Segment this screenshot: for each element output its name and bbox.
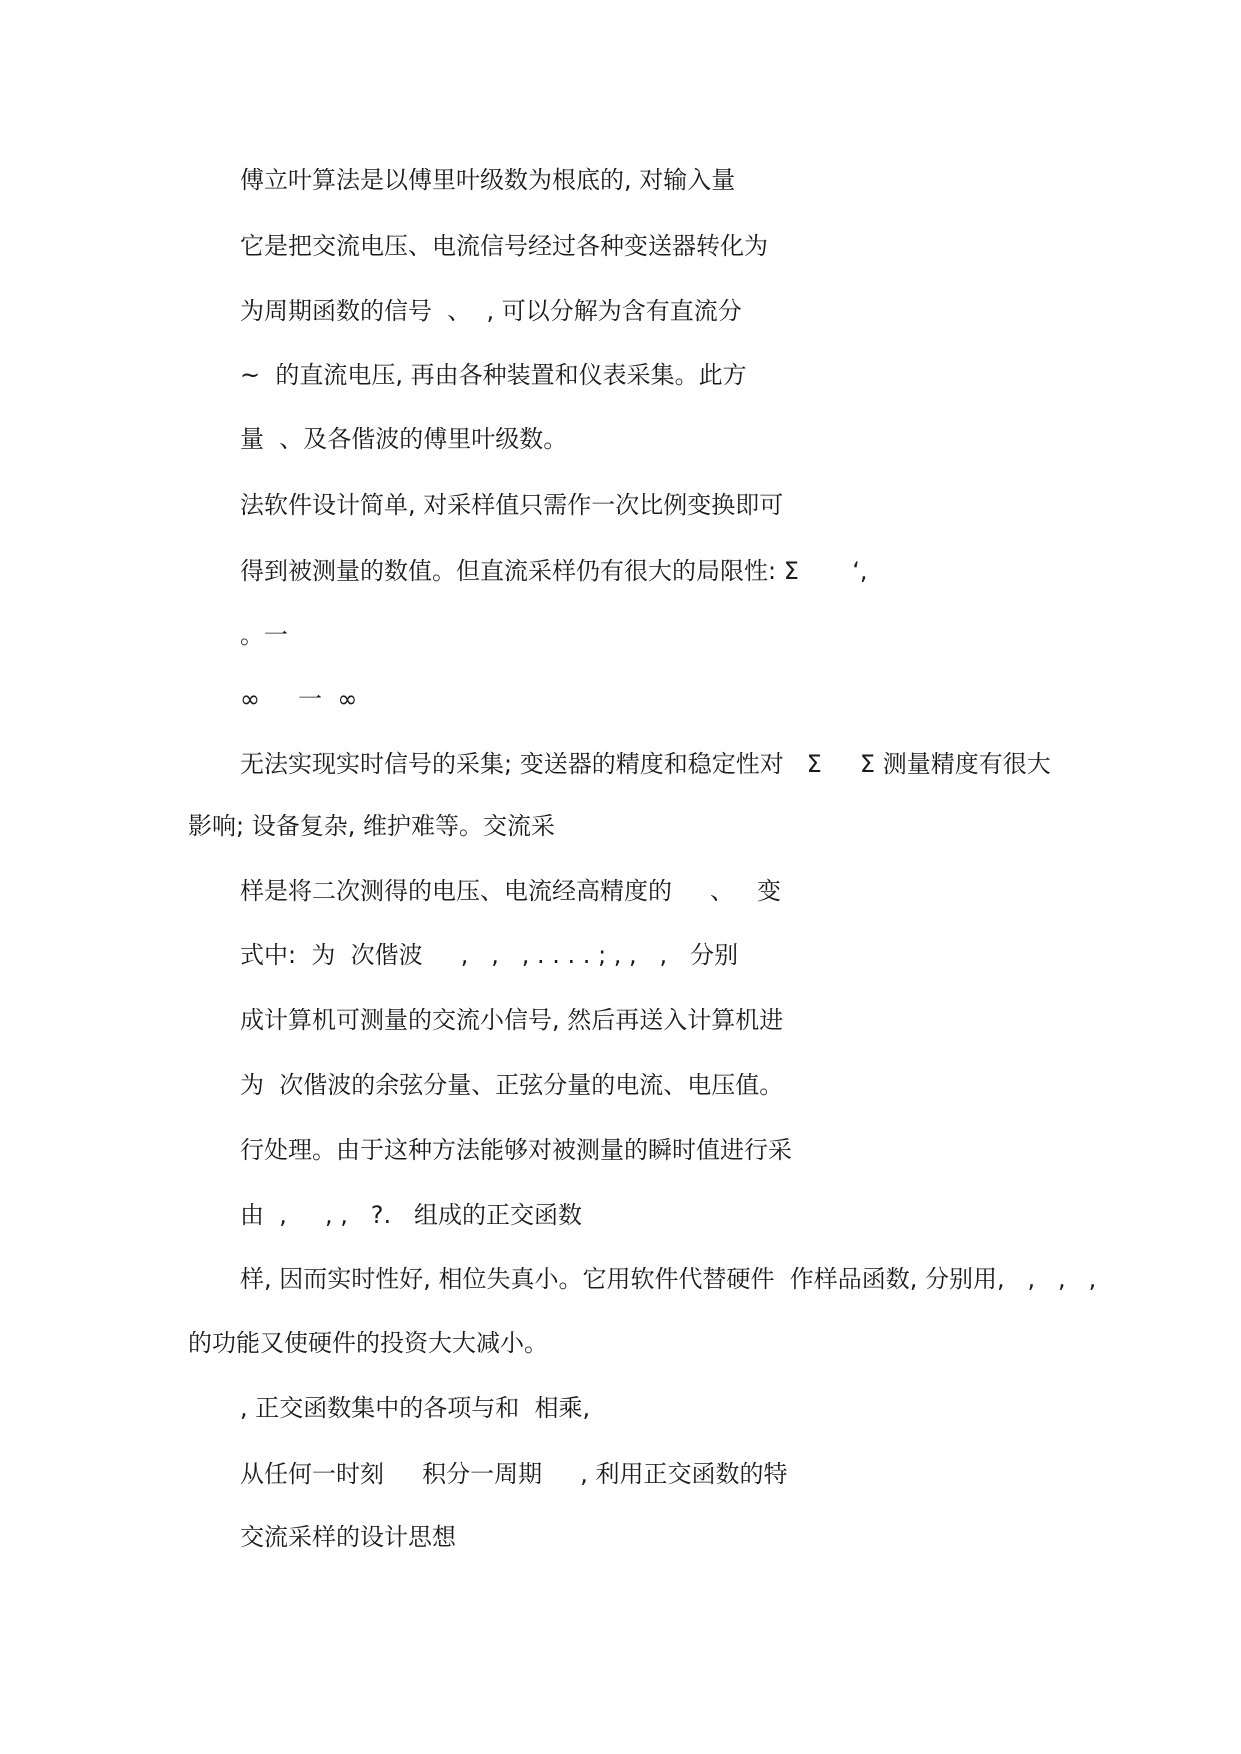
text-line-6: 法软件设计简单, 对采样值只需作一次比例变换即可 — [240, 491, 784, 519]
text-line-4: ~ 的直流电压, 再由各种装置和仪表采集。此方 — [240, 361, 747, 389]
text-line-14: 成计算机可测量的交流小信号, 然后再送入计算机进 — [240, 1006, 784, 1034]
text-line-15: 为 次偕波的余弦分量、正弦分量的电流、电压值。 — [240, 1071, 784, 1099]
text-line-9: ∞ 一 ∞ — [240, 685, 358, 713]
text-line-21: 从任何一时刻 积分一周期 , 利用正交函数的特 — [240, 1460, 788, 1488]
text-line-7: 得到被测量的数值。但直流采样仍有很大的局限性: Σ ‘, — [240, 557, 868, 585]
text-line-11: 影响; 设备复杂, 维护难等。交流采 — [188, 812, 555, 840]
text-line-16: 行处理。由于这种方法能够对被测量的瞬时值进行采 — [240, 1136, 792, 1164]
text-line-12: 样是将二次测得的电压、电流经高精度的 、 变 — [240, 877, 782, 905]
text-line-13: 式中: 为 次偕波 , , , . . . . ; , , , 分别 — [240, 941, 739, 969]
text-line-8: 。一 — [240, 621, 288, 649]
text-line-5: 量 、及各偕波的傅里叶级数。 — [240, 425, 568, 453]
text-line-10: 无法实现实时信号的采集; 变送器的精度和稳定性对 Σ Σ 测量精度有很大 — [240, 750, 1051, 778]
text-line-18: 样, 因而实时性好, 相位失真小。它用软件代替硬件 作样品函数, 分别用, , , , — [240, 1265, 1097, 1293]
text-line-17: 由 , , , ?. 组成的正交函数 — [240, 1201, 583, 1229]
text-line-1: 傅立叶算法是以傅里叶级数为根底的, 对输入量 — [240, 166, 736, 194]
text-line-20: , 正交函数集中的各项与和 相乘, — [240, 1394, 591, 1422]
text-line-3: 为周期函数的信号 、 , 可以分解为含有直流分 — [240, 297, 742, 325]
text-line-19: 的功能又使硬件的投资大大减小。 — [188, 1329, 548, 1357]
text-line-22: 交流采样的设计思想 — [240, 1523, 456, 1551]
text-line-2: 它是把交流电压、电流信号经过各种变送器转化为 — [240, 232, 768, 260]
